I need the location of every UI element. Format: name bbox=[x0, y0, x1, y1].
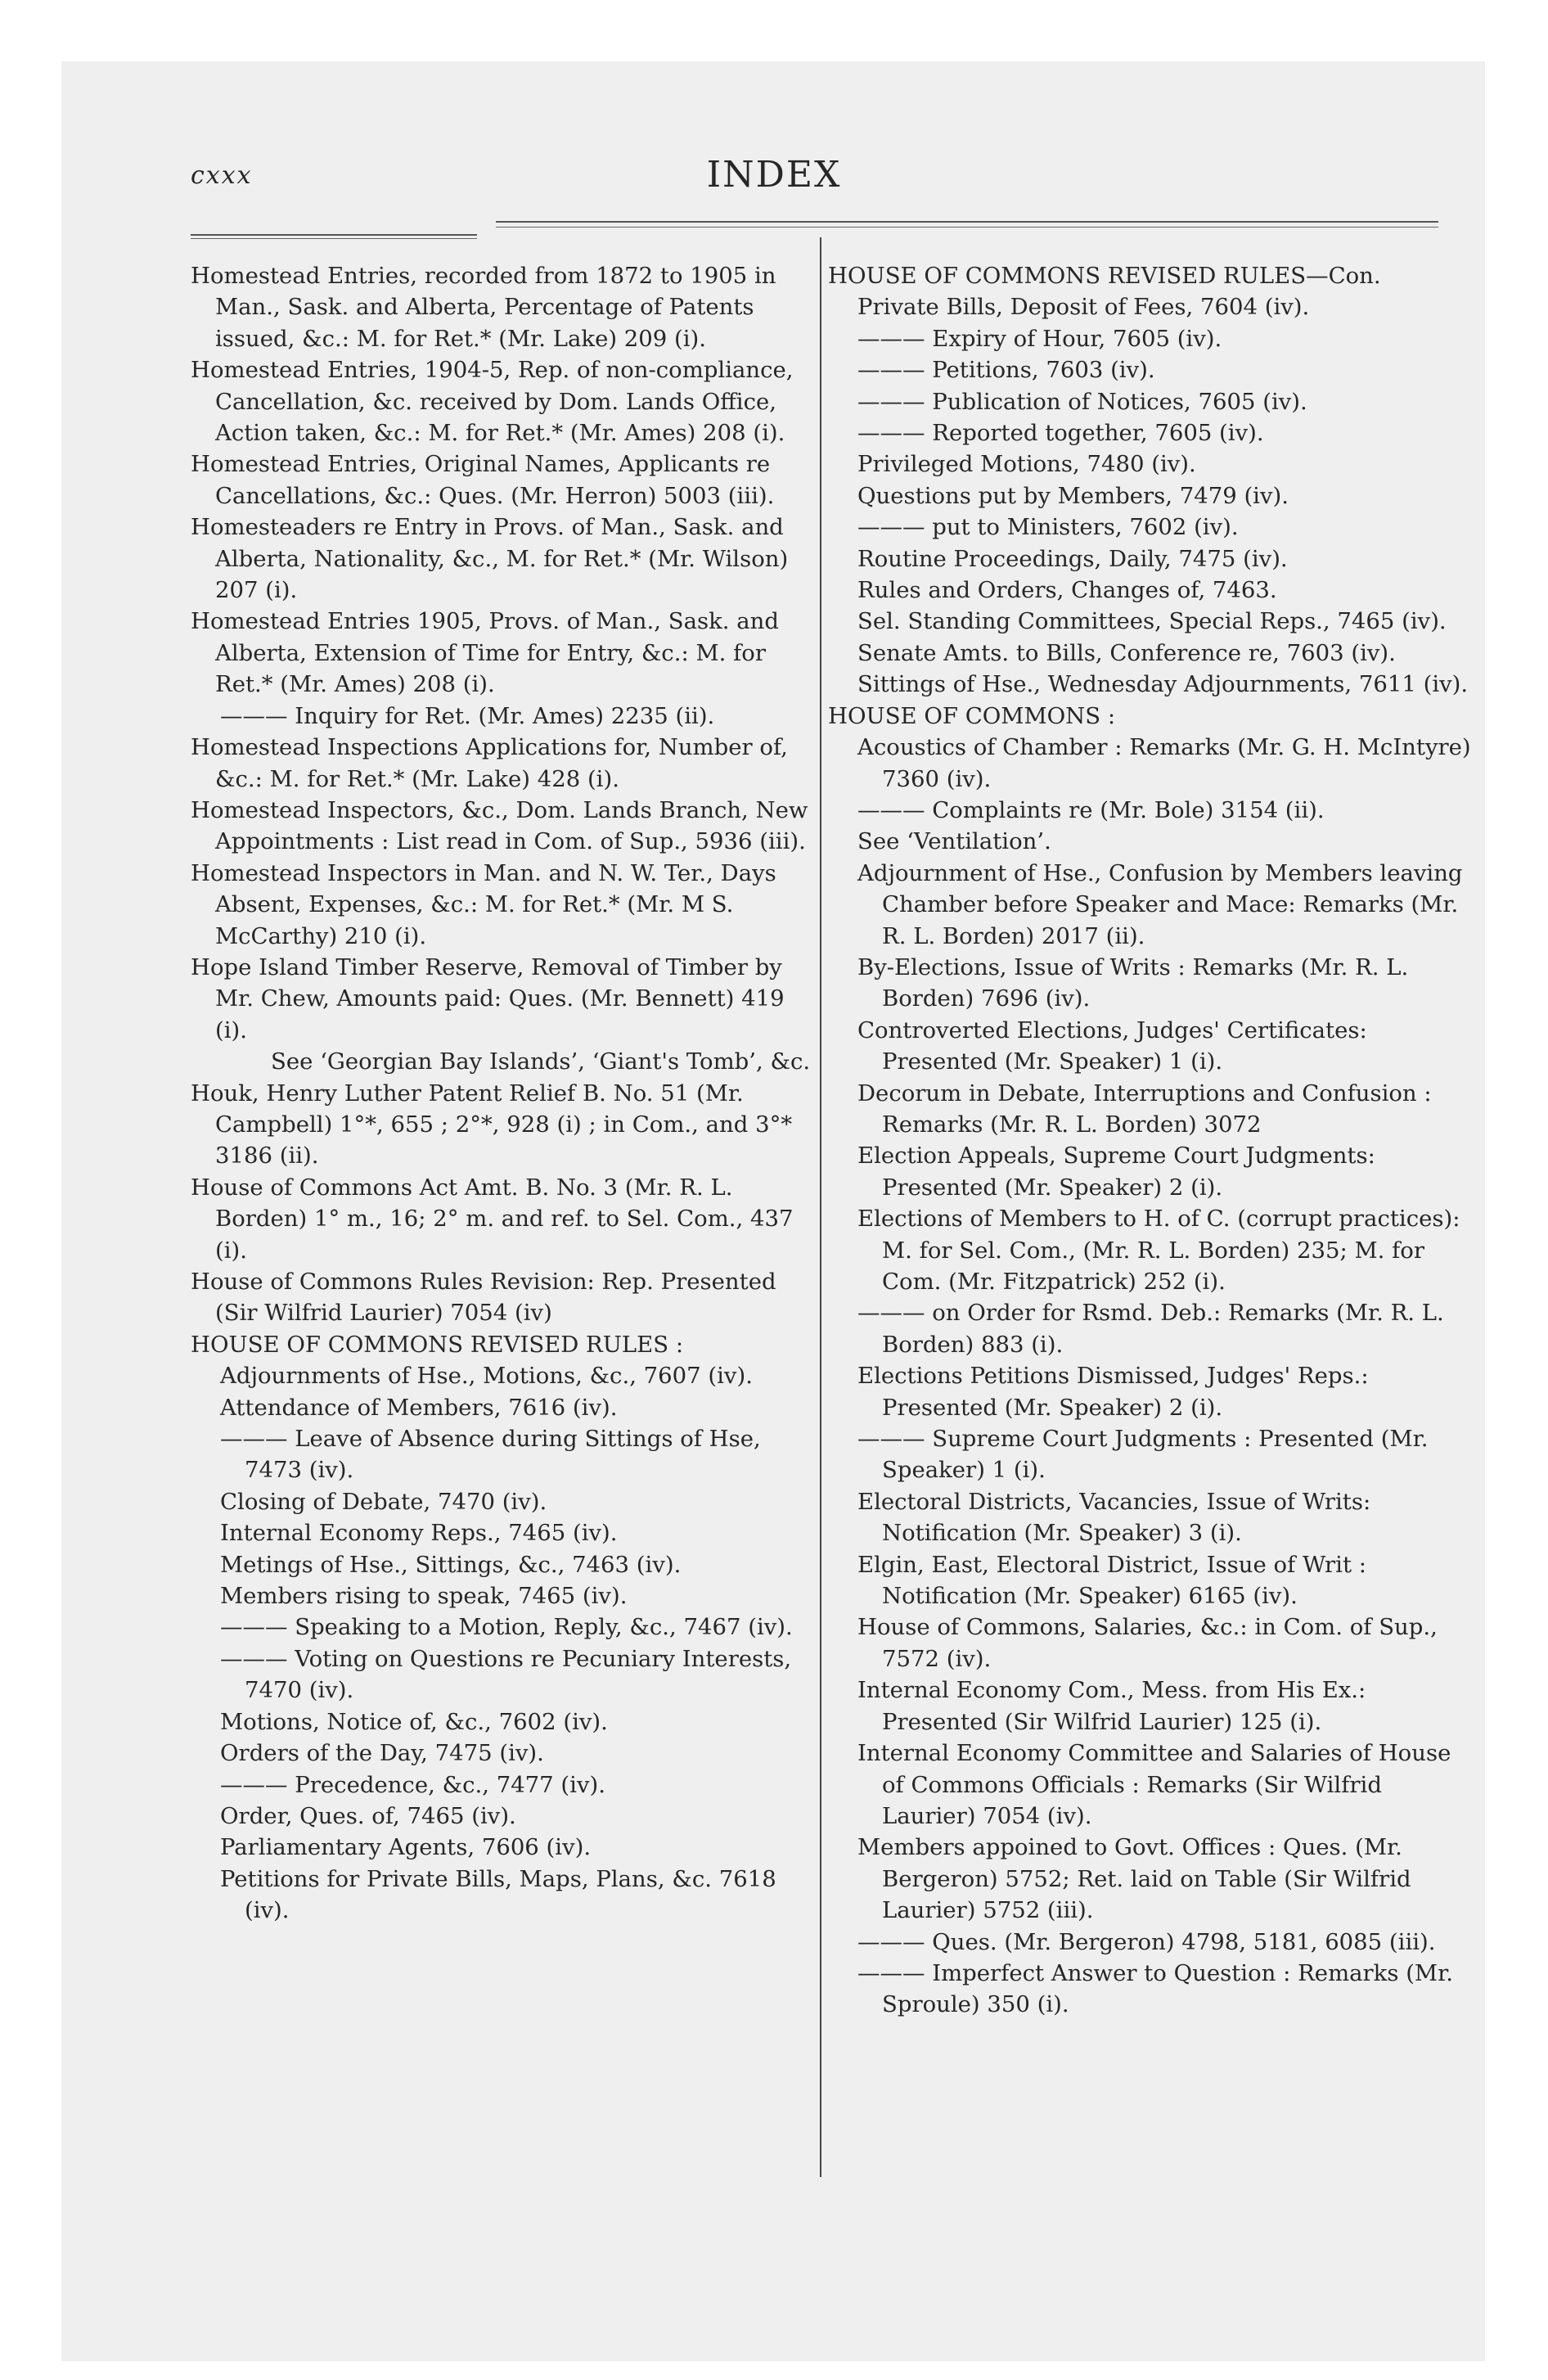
index-subentry: Internal Economy Com., Mess. from His Ex.: Presented (Sir Wilfrid Laurier) 125 (i). bbox=[857, 1677, 1366, 1735]
index-subentry: Members appoined to Govt. Offices : Ques. (Mr. Bergeron) 5752; Ret. laid on Table (Sir Wilfrid Laurier) 5752 (iii). bbox=[857, 1834, 1411, 1924]
index-subentry: Adjournment of Hse., Confusion by Members leaving Chamber before Speaker and Mace: Remarks (Mr. R. L. Borden) 2017 (ii). bbox=[857, 859, 1463, 949]
index-entry: House of Commons Act Amt. B. No. 3 (Mr. R. L. Borden) 1° m., 16; 2° m. and ref. to Sel. Com., 437 (i). bbox=[191, 1174, 794, 1264]
index-heading: HOUSE OF COMMONS REVISED RULES—Con. bbox=[828, 263, 1381, 289]
index-subentry: Closing of Debate, 7470 (iv). bbox=[220, 1488, 547, 1515]
index-subentry: ——— Precedence, &c., 7477 (iv). bbox=[220, 1771, 605, 1798]
index-subentry: Acoustics of Chamber : Remarks (Mr. G. H. McIntyre) 7360 (iv). bbox=[857, 734, 1471, 792]
index-subentry: Sittings of Hse., Wednesday Adjournments, 7611 (iv). bbox=[857, 671, 1469, 698]
index-subentry: ——— Ques. (Mr. Bergeron) 4798, 5181, 6085 (iii). bbox=[857, 1928, 1436, 1955]
index-subentry: Decorum in Debate, Interruptions and Confusion : Remarks (Mr. R. L. Borden) 3072 bbox=[857, 1080, 1432, 1138]
index-subentry: By-Elections, Issue of Writs : Remarks (Mr. R. L. Borden) 7696 (iv). bbox=[857, 953, 1409, 1012]
index-subentry: Private Bills, Deposit of Fees, 7604 (iv). bbox=[857, 294, 1310, 321]
index-entry: Homesteaders re Entry in Provs. of Man., Sask. and Alberta, Nationality, &c., M. for Ret.* (Mr. Wilson) 207 (i). bbox=[191, 514, 789, 604]
index-entry: Homestead Entries, 1904-5, Rep. of non-compliance, Cancellation, &c. received by Dom. Lands Office, Action taken, &c.: M. for Ret.* (Mr. Ames) 208 (i). bbox=[191, 357, 794, 447]
index-subentry: Metings of Hse., Sittings, &c., 7463 (iv). bbox=[220, 1551, 682, 1578]
index-subentry: Questions put by Members, 7479 (iv). bbox=[857, 482, 1289, 509]
header-rule-left bbox=[191, 234, 477, 236]
index-subentry: ——— Speaking to a Motion, Reply, &c., 7467 (iv). bbox=[220, 1614, 793, 1641]
index-entry: Homestead Entries 1905, Provs. of Man., Sask. and Alberta, Extension of Time for Entry, &c.: M. for Ret.* (Mr. Ames) 208 (i). bbox=[191, 608, 779, 698]
index-heading: HOUSE OF COMMONS : bbox=[828, 702, 1116, 729]
index-subentry: ——— Supreme Court Judgments : Presented (Mr. Speaker) 1 (i). bbox=[857, 1426, 1429, 1484]
index-subentry: Elections of Members to H. of C. (corrupt practices): M. for Sel. Com., (Mr. R. L. Borden) 235; M. for Com. (Mr. Fitzpatrick) 252 (i). bbox=[857, 1206, 1460, 1295]
index-subentry: ——— Leave of Absence during Sittings of Hse, 7473 (iv). bbox=[220, 1426, 761, 1484]
index-subentry: Order, Ques. of, 7465 (iv). bbox=[220, 1802, 516, 1829]
index-subentry: Election Appeals, Supreme Court Judgments: Presented (Mr. Speaker) 2 (i). bbox=[857, 1143, 1375, 1201]
index-subentry: Petitions for Private Bills, Maps, Plans, &c. 7618 (iv). bbox=[220, 1865, 776, 1924]
index-subentry: ——— Petitions, 7603 (iv). bbox=[857, 357, 1155, 384]
index-subentry: Attendance of Members, 7616 (iv). bbox=[220, 1394, 618, 1421]
index-subentry: Parliamentary Agents, 7606 (iv). bbox=[220, 1834, 592, 1861]
left-column bbox=[191, 260, 821, 1927]
index-subentry: ——— Expiry of Hour, 7605 (iv). bbox=[857, 325, 1222, 352]
index-subentry: ——— on Order for Rsmd. Deb.: Remarks (Mr. R. L. Borden) 883 (i). bbox=[857, 1300, 1444, 1358]
index-subentry: Elgin, East, Electoral District, Issue of Writ : Notification (Mr. Speaker) 6165 (iv). bbox=[857, 1551, 1367, 1610]
page-title: INDEX bbox=[706, 154, 842, 196]
see-reference: See ‘Georgian Bay Islands’, ‘Giant's Tomb’, &c. bbox=[271, 1048, 811, 1075]
index-subentry: Controverted Elections, Judges' Certificates: Presented (Mr. Speaker) 1 (i). bbox=[857, 1016, 1367, 1075]
index-subentry: Orders of the Day, 7475 (iv). bbox=[220, 1740, 544, 1767]
index-heading: HOUSE OF COMMONS REVISED RULES : bbox=[191, 1331, 684, 1358]
index-subentry: Elections Petitions Dismissed, Judges' Reps.: Presented (Mr. Speaker) 2 (i). bbox=[857, 1363, 1369, 1421]
index-subentry: Electoral Districts, Vacancies, Issue of Writs: Notification (Mr. Speaker) 3 (i). bbox=[857, 1488, 1371, 1547]
index-subentry: ——— Complaints re (Mr. Bole) 3154 (ii). bbox=[857, 796, 1325, 823]
index-subentry: Sel. Standing Committees, Special Reps., 7465 (iv). bbox=[857, 608, 1447, 635]
header-rule-left-lower bbox=[191, 238, 477, 239]
index-entry: Homestead Entries, recorded from 1872 to 1905 in Man., Sask. and Alberta, Percentage of Patents issued, &c.: M. for Ret.* (Mr. Lake) 209 (i). bbox=[191, 263, 776, 352]
index-entry: Hope Island Timber Reserve, Removal of Timber by Mr. Chew, Amounts paid: Ques. (Mr. Bennett) 419 (i). bbox=[191, 953, 785, 1044]
header-rule-right bbox=[496, 221, 1438, 223]
index-subentry: Motions, Notice of, &c., 7602 (iv). bbox=[220, 1708, 608, 1735]
index-entry: Houk, Henry Luther Patent Relief B. No. 51 (Mr. Campbell) 1°*, 655 ; 2°*, 928 (i) ; in Com., and 3°* 3186 (ii). bbox=[191, 1080, 793, 1170]
index-entry: Homestead Inspections Applications for, Number of, &c.: M. for Ret.* (Mr. Lake) 428 (i). bbox=[191, 734, 788, 792]
page-number: cxxx bbox=[191, 161, 253, 190]
index-subentry: House of Commons, Salaries, &c.: in Com. of Sup., 7572 (iv). bbox=[857, 1614, 1438, 1672]
index-subentry: Privileged Motions, 7480 (iv). bbox=[857, 451, 1196, 478]
index-subentry: ——— Publication of Notices, 7605 (iv). bbox=[857, 388, 1307, 415]
index-subentry: Rules and Orders, Changes of, 7463. bbox=[857, 577, 1277, 604]
index-subentry: Members rising to speak, 7465 (iv). bbox=[220, 1583, 628, 1610]
index-subentry: ——— put to Ministers, 7602 (iv). bbox=[857, 514, 1239, 541]
right-column bbox=[828, 260, 1474, 2021]
index-subentry: ——— Reported together, 7605 (iv). bbox=[857, 420, 1264, 447]
index-subentry: Internal Economy Reps., 7465 (iv). bbox=[220, 1520, 618, 1547]
index-subentry: Senate Amts. to Bills, Conference re, 7603 (iv). bbox=[857, 639, 1396, 666]
index-subentry: ——— Inquiry for Ret. (Mr. Ames) 2235 (ii). bbox=[220, 702, 715, 729]
index-subentry: ——— Voting on Questions re Pecuniary Interests, 7470 (iv). bbox=[220, 1645, 792, 1704]
index-subentry: ——— Imperfect Answer to Question : Remarks (Mr. Sproule) 350 (i). bbox=[857, 1959, 1453, 2018]
header-rule-right-lower bbox=[496, 227, 1438, 228]
index-subentry: Internal Economy Committee and Salaries of House of Commons Officials : Remarks (Sir Wilfrid Laurier) 7054 (iv). bbox=[857, 1740, 1451, 1829]
index-entry: Homestead Inspectors in Man. and N. W. Ter., Days Absent, Expenses, &c.: M. for Ret.* (Mr. M S. McCarthy) 210 (i). bbox=[191, 859, 776, 949]
index-subentry: Adjournments of Hse., Motions, &c., 7607 (iv). bbox=[220, 1363, 753, 1390]
index-subentry: See ‘Ventilation’. bbox=[857, 828, 1051, 855]
index-entry: House of Commons Rules Revision: Rep. Presented (Sir Wilfrid Laurier) 7054 (iv) bbox=[191, 1269, 776, 1327]
index-entry: Homestead Entries, Original Names, Applicants re Cancellations, &c.: Ques. (Mr. Herron) 5003 (iii). bbox=[191, 451, 775, 509]
index-entry: Homestead Inspectors, &c., Dom. Lands Branch, New Appointments : List read in Com. of Sup., 5936 (iii). bbox=[191, 796, 808, 855]
index-subentry: Routine Proceedings, Daily, 7475 (iv). bbox=[857, 545, 1288, 572]
